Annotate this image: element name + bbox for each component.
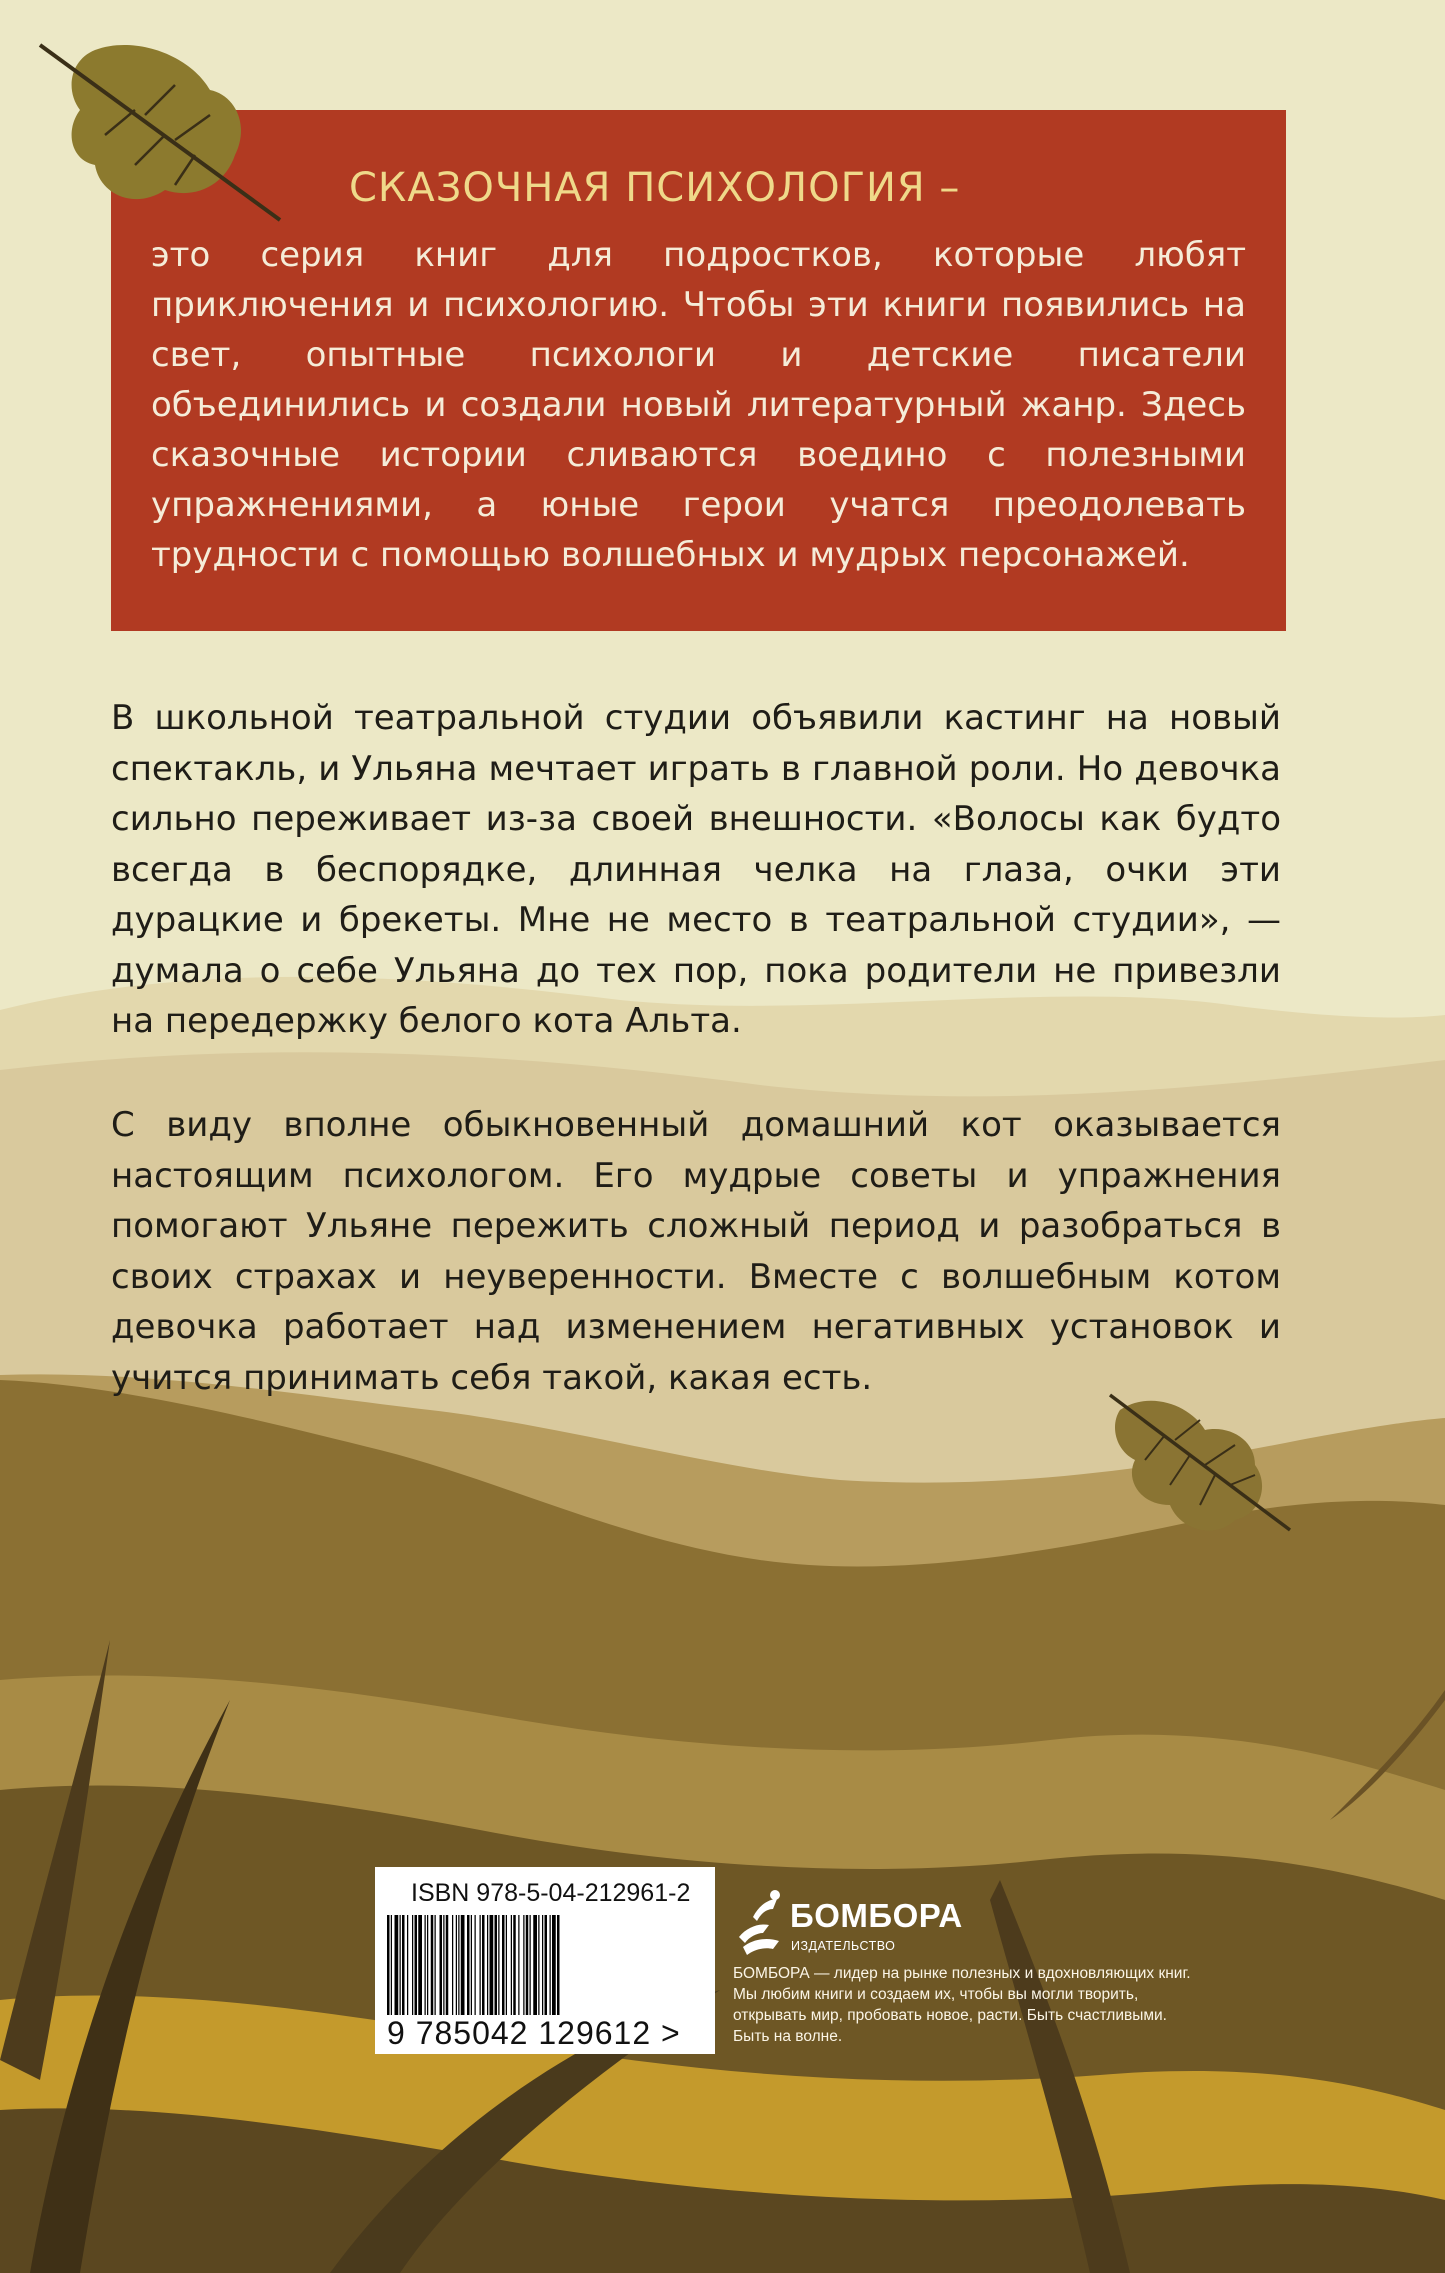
barcode-bar: [407, 1915, 408, 2015]
series-title: СКАЗОЧНАЯ ПСИХОЛОГИЯ –: [349, 165, 961, 211]
barcode-bar: [487, 1915, 488, 2015]
barcode-icon: [387, 1915, 703, 2015]
barcode-bar: [452, 1915, 453, 2015]
series-description-text: это серия книг для подростков, которые любят приключения и психологию. Чтобы эти книги появились на свет, опытные психологи и детские писатели объединились и создали новый литературный жанр. Здесь сказочные истории сливаются воедино с полезными упражнениями, а юные герои учатся преодолевать трудности с помощью волшебных и мудрых персонажей.: [151, 235, 1246, 575]
publisher-name: БОМБОРА: [790, 1897, 963, 1934]
barcode-bar: [513, 1915, 516, 2015]
barcode-bar: [511, 1915, 512, 2015]
barcode-digits: 9 785042 129612 >: [387, 2015, 681, 2051]
barcode-bar: [550, 1915, 551, 2015]
barcode-bar: [538, 1915, 539, 2015]
barcode-bar: [471, 1915, 472, 2015]
barcode-bar: [530, 1915, 531, 2015]
barcode-bar: [523, 1915, 524, 2015]
isbn-number: ISBN 978-5-04-212961-2: [411, 1879, 691, 1907]
barcode-bar: [425, 1915, 426, 2015]
barcode-bar: [400, 1915, 401, 2015]
barcode-bar: [427, 1915, 428, 2015]
barcode-bar: [415, 1915, 418, 2015]
barcode-bar: [418, 1915, 422, 2015]
barcode-bar: [533, 1915, 537, 2015]
publisher-brand: [733, 1887, 963, 1965]
publisher-subtitle: ИЗДАТЕЛЬСТВО: [791, 1939, 896, 1953]
barcode-bar: [458, 1915, 459, 2015]
barcode-bar: [446, 1915, 449, 2015]
barcode-bar: [557, 1915, 560, 2015]
barcode-bar: [542, 1915, 543, 2015]
barcode-bar: [475, 1915, 476, 2015]
barcode-bar: [456, 1915, 457, 2015]
barcode-bar: [490, 1915, 494, 2015]
barcode-bar: [402, 1915, 405, 2015]
barcode-bar: [440, 1915, 443, 2015]
barcode-bar: [482, 1915, 485, 2015]
barcode-bar: [412, 1915, 413, 2015]
barcode-bar: [467, 1915, 470, 2015]
barcode-bar: [495, 1915, 498, 2015]
barcode-bar: [502, 1915, 505, 2015]
barcode-bar: [518, 1915, 519, 2015]
publisher-description: БОМБОРА — лидер на рынке полезных и вдохновляющих книг. Мы любим книги и создаем их, чтобы вы могли творить, открывать мир, пробовать новое, расти. Быть счастливыми. Быть на волне.: [733, 1965, 1191, 2045]
barcode-bar: [395, 1915, 399, 2015]
barcode-bar: [545, 1915, 548, 2015]
barcode-bar: [387, 1915, 390, 2015]
oak-leaf-icon: [25, 25, 295, 225]
barcode-bar: [526, 1915, 529, 2015]
book-description-paragraph-1: В школьной театральной студии объявили кастинг на новый спектакль, и Ульяна мечтает играть в главной роли. Но девочка сильно переживает из-за своей внешности. «Волосы как будто всегда в беспорядке, длинная челка на глаза, очки эти дурацкие и брекеты. Мне не место в театральной студии», — думала о себе Ульяна до тех пор, пока родители не привезли на передержку белого кота Альта.: [111, 698, 1281, 1041]
isbn-barcode: [375, 1867, 715, 2054]
book-description-paragraph-2: С виду вполне обыкновенный домашний кот оказывается настоящим психологом. Его мудрые советы и упражнения помогают Ульяне пережить сложный период и разобраться в своих страхах и неуверенности. Вместе с волшебным котом девочка работает над изменением негативных установок и учится принимать себя такой, какая есть.: [111, 1105, 1281, 1398]
barcode-bar: [391, 1915, 392, 2015]
barcode-bar: [431, 1915, 434, 2015]
barcode-bar: [435, 1915, 436, 2015]
barcode-bar: [480, 1915, 481, 2015]
barcode-bar: [498, 1915, 499, 2015]
barcode-bar: [461, 1915, 465, 2015]
barcode-bar: [443, 1915, 444, 2015]
barcode-bar: [506, 1915, 507, 2015]
oak-leaf-icon: [1095, 1385, 1295, 1545]
barcode-bar: [552, 1915, 556, 2015]
